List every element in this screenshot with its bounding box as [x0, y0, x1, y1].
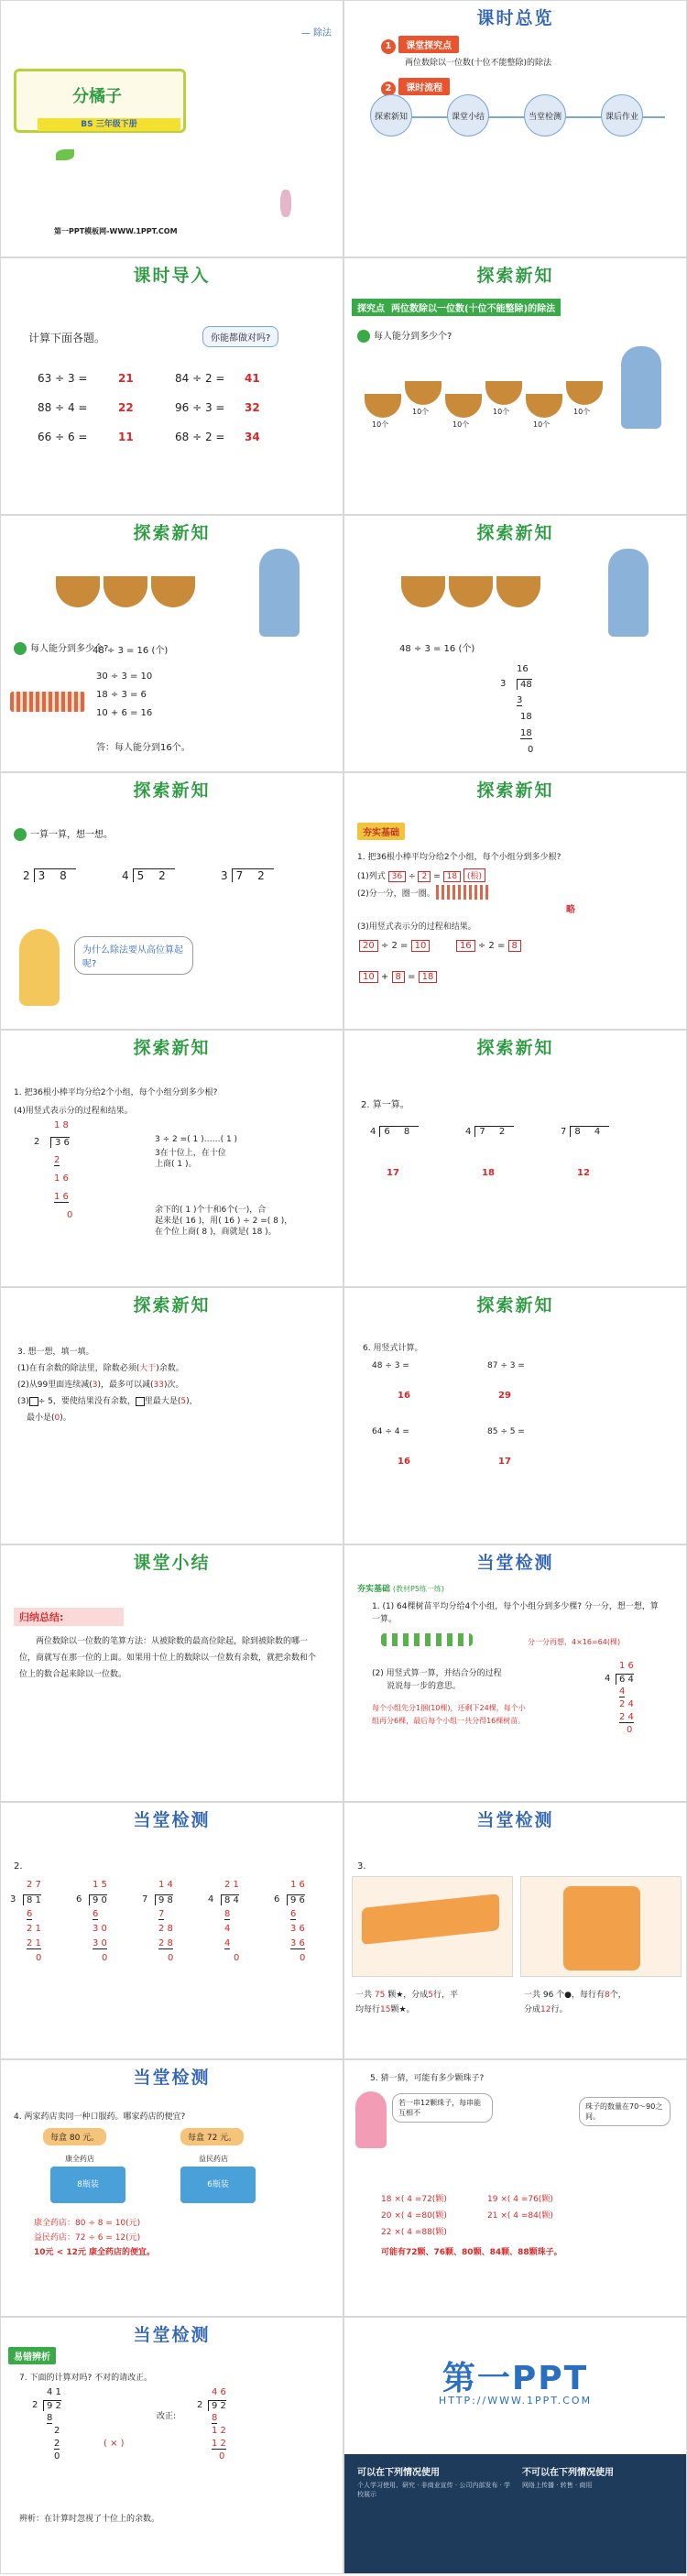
- explore-prompt: 2. 算一算。: [361, 1100, 409, 1110]
- long-division-fixed: 4 6 2 9 2 8 1 2 1 2 0: [197, 2387, 226, 2461]
- flow-node-0[interactable]: 探索新知: [370, 94, 412, 136]
- division-r1: 4: [224, 1924, 231, 1934]
- intro-a: 41: [245, 372, 260, 385]
- slide-title: 探索新知: [133, 1038, 211, 1058]
- slide-title: 当堂检测: [476, 1553, 554, 1573]
- practice-step3: (3)用竖式表示分的过程和结果。: [357, 922, 476, 932]
- test-question: 5. 猜一猜，可能有多少颗珠子?: [370, 2074, 485, 2083]
- long-division-wrong: 4 1 2 9 2 8 2 2 0: [32, 2387, 61, 2461]
- slide-title: 探索新知: [133, 1295, 211, 1315]
- fill-line-4: 最小是(0)。: [27, 1414, 71, 1423]
- basket-label: 10个: [533, 420, 551, 429]
- long-division: [142, 1880, 201, 1981]
- explore-eq: 48 ÷ 3 = 16 (个): [399, 644, 475, 654]
- slide-explore-3[interactable]: [344, 515, 687, 772]
- calc-a: 16: [398, 1391, 410, 1401]
- slide-title: 当堂检测: [133, 2325, 211, 2345]
- slide-test-5[interactable]: [344, 2059, 687, 2317]
- division-dividend: 8 1: [23, 1894, 41, 1905]
- slide-title: 探索新知: [476, 1038, 554, 1058]
- division-problem: 3 7 2: [221, 868, 274, 882]
- division-answer: 12: [577, 1168, 590, 1178]
- slide-title: 探索新知: [133, 780, 211, 801]
- credits-col2: 不可以在下列情况使用: [522, 2468, 614, 2478]
- explain-line: 在个位上商( 8 )，商就是( 18 )。: [155, 1228, 277, 1237]
- intro-a: 32: [245, 401, 260, 414]
- division-r2: 0: [234, 1953, 240, 1963]
- slide-intro[interactable]: [0, 257, 344, 515]
- stick-bundles: [10, 692, 85, 712]
- medicine-box: 8瓶装: [50, 2167, 125, 2203]
- explain-line: 起来是( 16 )，用( 16 ) ÷ 2 =( 8 )，: [155, 1217, 293, 1226]
- star-answer: 一共 75 颗★，分成5行，平: [355, 1991, 459, 2000]
- division-r2: 0: [300, 1953, 306, 1963]
- flow-node-1[interactable]: 课堂小结: [447, 94, 489, 136]
- test-question: 4. 两家药店卖同一种口服药。哪家药店的便宜?: [14, 2112, 186, 2122]
- fix-label: 改正:: [157, 2412, 177, 2421]
- slide-explore-8[interactable]: [344, 1287, 687, 1545]
- basket-label: 10个: [372, 420, 389, 429]
- summary-heading: 归纳总结:: [14, 1608, 124, 1626]
- division-p2: 2 1: [27, 1938, 41, 1948]
- slide-title: 课时导入: [133, 266, 211, 286]
- fill-line-1: (1)在有余数的除法里，除数必须(大于)余数。: [17, 1364, 184, 1373]
- practice-step2: (2)分一分，圈一圈。: [357, 890, 435, 899]
- store-name: 益民药店: [199, 2155, 228, 2163]
- star-panel: [352, 1876, 513, 1977]
- division-p1: 6: [290, 1909, 297, 1919]
- farmer-figure: [621, 346, 661, 429]
- practice-mark: 略: [566, 905, 575, 915]
- guess-line: 22 ×( 4 =88(颗): [381, 2228, 447, 2237]
- test-question: 7. 下面的计算对吗? 不对的请改正。: [19, 2374, 153, 2383]
- summary-text: 两位数除以一位数的笔算方法：从被除数的最高位除起，除到被除数的哪一位，商就写在那一位的上面。如果用十位上的数除以一位数有余数，就把余数和个位上的数合起来除以一位数。: [19, 1637, 317, 1679]
- mistake-tag: 易错辨析: [8, 2347, 56, 2364]
- division-problem: 2 3 8: [23, 868, 76, 882]
- intro-q: 66 ÷ 6 =: [38, 431, 88, 443]
- explain-line: 3 ÷ 2 =( 1 )……( 1 ): [155, 1135, 238, 1144]
- slide-title: 探索新知: [476, 523, 554, 543]
- slide-title: 当堂检测: [476, 1810, 554, 1830]
- intro-bubble: 你能都做对吗?: [202, 326, 278, 347]
- price-bubble: 每盒 72 元。: [180, 2128, 244, 2145]
- division-r1: 3 0: [93, 1924, 107, 1934]
- intro-q: 68 ÷ 2 =: [175, 431, 225, 443]
- intro-q: 84 ÷ 2 =: [175, 372, 225, 385]
- overview-item2: 2 课时流程: [381, 78, 450, 96]
- dot-answer: 一共 96 个●，每行有8个，: [524, 1991, 627, 2000]
- explore-sub: (4)用竖式表示分的过程和结果。: [14, 1107, 133, 1116]
- slide-practice-1[interactable]: [344, 772, 687, 1030]
- explore-eq: 48 ÷ 3 = 16 (个): [93, 646, 169, 656]
- slide-explore-7[interactable]: [0, 1287, 344, 1545]
- division-divisor: 4: [208, 1894, 214, 1905]
- calc-a: 16: [398, 1457, 410, 1467]
- slide-title: 探索新知: [476, 266, 554, 286]
- slide-test-3[interactable]: [344, 1802, 687, 2059]
- basket-label: 10个: [493, 408, 510, 416]
- flow-node-2[interactable]: 当堂检测: [524, 94, 566, 136]
- wrong-mark: ( × ): [104, 2439, 125, 2449]
- division-p1: 8: [224, 1909, 231, 1919]
- slide-title: 探索新知: [476, 780, 554, 801]
- test-tag: 夯实基础 (教材P5练一练): [357, 1585, 445, 1594]
- explore-answer: 答：每人能分到16个。: [96, 743, 191, 753]
- guess-line: 18 ×( 4 =72(颗): [381, 2195, 447, 2204]
- brand-logo: 第一PPT: [442, 2360, 589, 2397]
- calc-q: 48 ÷ 3 =: [372, 1361, 409, 1370]
- bullet-icon: [14, 642, 27, 655]
- calc-prompt: 6. 用竖式计算。: [363, 1344, 423, 1353]
- slide-explore-1[interactable]: [344, 257, 687, 515]
- slide-test-4[interactable]: [0, 2059, 344, 2317]
- division-dividend: 9 6: [287, 1894, 305, 1905]
- long-division: [76, 1880, 135, 1981]
- division-quotient: 1 4: [158, 1880, 173, 1890]
- division-problem: 4 5 2: [122, 868, 175, 882]
- division-answer: 18: [482, 1168, 495, 1178]
- intro-prompt: 计算下面各题。: [28, 332, 106, 344]
- slide-explore-6[interactable]: [344, 1030, 687, 1287]
- calc-q: 85 ÷ 5 =: [487, 1427, 525, 1436]
- farmer-figure: [259, 549, 300, 637]
- slide-explore-4[interactable]: [0, 772, 344, 1030]
- overview-item1: 1 课堂探究点: [381, 36, 459, 54]
- slide-overview[interactable]: [344, 0, 687, 257]
- explore-step: 30 ÷ 3 = 10: [96, 671, 153, 682]
- overview-item1-desc: 两位数除以一位数(十位不能整除)的除法: [405, 59, 552, 68]
- explain-line: 上商( 1 )。: [155, 1160, 197, 1169]
- division-quotient: 1 6: [290, 1880, 305, 1890]
- explore-step: 10 + 6 = 16: [96, 708, 153, 718]
- practice-eq-row2: 10 + 8 = 18: [359, 971, 437, 983]
- division-dividend: 8 4: [221, 1894, 239, 1905]
- slide-credits[interactable]: [344, 2317, 687, 2574]
- flower-icon: [280, 190, 291, 217]
- division-r2: 0: [168, 1953, 174, 1963]
- slide-explore-2[interactable]: [0, 515, 344, 772]
- fill-line-2: (2)从99里面连续减(3)，最多可以减(33)次。: [17, 1381, 184, 1390]
- division-dividend: 9 0: [89, 1894, 107, 1905]
- intro-q: 96 ÷ 3 =: [175, 401, 225, 414]
- intro-a: 21: [118, 372, 134, 385]
- price-bubble: 每盒 80 元。: [43, 2128, 106, 2145]
- explain-line: 3在十位上，在十位: [155, 1149, 226, 1158]
- explore-tag: 探究点 两位数除以一位数(十位不能整除)的除法: [352, 299, 561, 316]
- girl-figure: [355, 2091, 387, 2148]
- sapling-row: [381, 1633, 473, 1646]
- long-division: [274, 1880, 333, 1981]
- test-answer: 每个小组先分1捆(10棵)，还剩下24棵，每个小: [372, 1704, 526, 1712]
- stick-bundles: [436, 885, 491, 900]
- division-p2: 4: [224, 1938, 231, 1948]
- explain-text: 辨析：在计算时忽视了十位上的余数。: [19, 2515, 160, 2524]
- slide-title: 课时总览: [476, 8, 554, 28]
- calc-q: 87 ÷ 3 =: [487, 1361, 525, 1370]
- division-problem: 4 7 2: [465, 1126, 514, 1137]
- store-name: 康全药店: [65, 2155, 94, 2163]
- slide-test-1[interactable]: [344, 1545, 687, 1802]
- intro-q: 63 ÷ 3 =: [38, 372, 88, 385]
- explore-question: 每人能分到多少个?: [357, 328, 452, 343]
- division-answer: 17: [387, 1168, 399, 1178]
- slide-test-2[interactable]: [0, 1802, 344, 2059]
- basket-label: 10个: [412, 408, 430, 416]
- intro-a: 11: [118, 431, 134, 443]
- cover-footer: 第一PPT模板网-WWW.1PPT.COM: [54, 227, 178, 235]
- division-p2: 3 0: [93, 1938, 107, 1948]
- long-division: 16 3 48 3 18 18 0: [500, 664, 534, 755]
- explore-step: 18 ÷ 3 = 6: [96, 690, 147, 700]
- slide-title: 课堂小结: [133, 1553, 211, 1573]
- intro-q: 88 ÷ 4 =: [38, 401, 88, 414]
- test-step: (2) 用竖式算一算，并结合分的过程: [372, 1669, 502, 1678]
- cover-subtitle: BS 三年级下册: [38, 118, 180, 131]
- long-division: 1 8 2 3 6 2 1 6 1 6 0: [34, 1120, 73, 1220]
- calc-a: 17: [498, 1457, 511, 1467]
- boy-figure: [19, 929, 60, 1006]
- guess-line: 20 ×( 4 =80(颗): [381, 2211, 447, 2221]
- test-answer: 组再分6棵，最后每个小组一共分得16棵树苗。: [372, 1717, 526, 1725]
- dot-panel: [520, 1876, 682, 1977]
- division-p2: 3 6: [290, 1938, 305, 1948]
- division-p1: 7: [158, 1909, 165, 1919]
- fill-prompt: 3. 想一想，填一填。: [17, 1348, 94, 1357]
- explore-question: 每人能分到多少个?: [14, 640, 108, 655]
- long-division: [208, 1880, 267, 1981]
- slide-title: 探索新知: [476, 1295, 554, 1315]
- farmer-figure: [608, 549, 649, 637]
- slide-explore-5[interactable]: [0, 1030, 344, 1287]
- guess-line: 19 ×( 4 =76(颗): [487, 2195, 553, 2204]
- test-question: 1. (1) 64棵树苗平均分给4个小组，每个小组分到多少棵? 分一分，想一想，算一算。: [372, 1602, 659, 1624]
- basket-label: 10个: [453, 420, 470, 429]
- division-quotient: 2 1: [224, 1880, 239, 1890]
- test-answer: 益民药店：72 ÷ 6 = 12(元): [34, 2233, 141, 2243]
- test-hint: 分一分再想，4×16=64(棵): [528, 1638, 621, 1646]
- star-answer: 均每行15颗★。: [355, 2005, 415, 2014]
- slide-title: 探索新知: [133, 523, 211, 543]
- question-bubble: 为什么除法要从高位算起呢?: [74, 936, 193, 975]
- division-problem: 4 6 8: [370, 1126, 419, 1137]
- calc-q: 64 ÷ 4 =: [372, 1427, 409, 1436]
- test-prompt: 3.: [357, 1861, 366, 1872]
- leaf-icon: [56, 149, 74, 160]
- division-r1: 3 6: [290, 1924, 305, 1934]
- intro-a: 34: [245, 431, 260, 443]
- flow-node-3[interactable]: 课后作业: [601, 94, 643, 136]
- division-divisor: 3: [10, 1894, 16, 1905]
- cover-title: 分橘子: [72, 87, 122, 106]
- division-dividend: 9 8: [155, 1894, 173, 1905]
- practice-eq-row1: 20 ÷ 2 = 10 16 ÷ 2 = 8: [359, 940, 521, 952]
- credits-col1: 可以在下列情况使用: [357, 2468, 440, 2478]
- hint-bubble: 若一串12颗珠子，每串能互相不: [392, 2093, 493, 2123]
- long-division: [10, 1880, 69, 1981]
- division-r2: 0: [36, 1953, 42, 1963]
- division-p2: 2 8: [158, 1938, 173, 1948]
- header-right: — 除法: [300, 28, 332, 38]
- division-p1: 6: [93, 1909, 99, 1919]
- division-r1: 2 1: [27, 1924, 41, 1934]
- hint-bubble: 珠子的数量在70～90之间。: [579, 2097, 671, 2126]
- division-divisor: 7: [142, 1894, 148, 1905]
- practice-step1: (1)列式 36 ÷ 2 = 18 (根): [357, 868, 485, 882]
- practice-question: 1. 把36根小棒平均分给2个小组，每个小组分到多少根?: [357, 853, 562, 862]
- guess-line: 21 ×( 4 =84(颗): [487, 2211, 553, 2221]
- explore-question: 1. 把36根小棒平均分给2个小组，每个小组分到多少根?: [14, 1088, 218, 1097]
- slide-cover[interactable]: [0, 0, 344, 257]
- test-answer: 10元 < 12元 康全药店的便宜。: [34, 2248, 155, 2257]
- intro-a: 22: [118, 401, 134, 414]
- division-divisor: 6: [274, 1894, 280, 1905]
- division-divisor: 6: [76, 1894, 82, 1905]
- long-division: 1 6 4 6 4 4 2 4 2 4 0: [605, 1661, 634, 1735]
- test-prompt: 2.: [14, 1861, 23, 1872]
- slide-test-6[interactable]: [0, 2317, 344, 2574]
- basket-label: 10个: [573, 408, 591, 416]
- division-r1: 2 8: [158, 1924, 173, 1934]
- credits-col2-sub: 网络上传播 · 转售 · 商用: [522, 2482, 593, 2489]
- slide-summary[interactable]: [0, 1545, 344, 1802]
- bullet-icon: [14, 828, 27, 841]
- division-r2: 0: [102, 1953, 108, 1963]
- brand-url[interactable]: HTTP://WWW.1PPT.COM: [438, 2395, 593, 2407]
- slide-title: 当堂检测: [133, 2068, 211, 2088]
- division-problem: 7 8 4: [561, 1126, 609, 1137]
- division-p1: 6: [27, 1909, 33, 1919]
- fill-line-3: (3) ÷ 5，要使结果没有余数， 里最大是(5)，: [17, 1397, 198, 1406]
- bullet-icon: [357, 330, 370, 343]
- medicine-box: 6瓶装: [180, 2167, 256, 2203]
- slide-title: 当堂检测: [133, 1810, 211, 1830]
- credits-col1-sub: 个人学习使用、研究 · 非商业宣传 · 公司内部发布 · 学校展示: [357, 2482, 511, 2498]
- division-quotient: 2 7: [27, 1880, 41, 1890]
- division-quotient: 1 5: [93, 1880, 107, 1890]
- explain-line: 余下的( 1 )个十和6个(一)，合: [155, 1206, 267, 1215]
- dot-answer: 分成12行。: [524, 2005, 568, 2014]
- test-answer: 康全药店：80 ÷ 8 = 10(元): [34, 2219, 141, 2228]
- guess-conclusion: 可能有72颗、76颗、80颗、84颗、88颗珠子。: [381, 2248, 562, 2257]
- test-step: 说说每一步的意思。: [387, 1682, 462, 1691]
- practice-tag: 夯实基础: [357, 823, 405, 840]
- calc-a: 29: [498, 1391, 511, 1401]
- explore-prompt: 一算一算，想一想。: [14, 826, 113, 841]
